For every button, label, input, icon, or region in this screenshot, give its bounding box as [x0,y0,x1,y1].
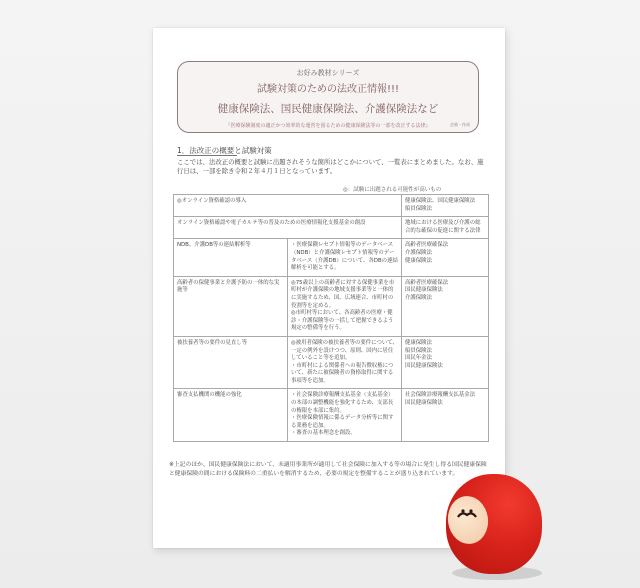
table-row [174,276,489,336]
table-row [174,336,489,389]
table-cell-laws: 社会保険診療報酬支払基金法 国民健康保険法 [402,389,489,442]
table-row [174,217,489,239]
table-cell-topic: NDB、介護DB等の連結解析等 [174,239,288,276]
daruma-doll [444,474,544,574]
table-cell-laws: 健康保険法、国民健康保険法 船員保険法 [402,195,489,217]
table-row [174,195,489,217]
table-cell-detail: ◎被用者保険の被扶養者等の要件について、一定の例外を設けつつ、原則、国内に居住していること等を追加。 ・市町村による関係者への報告徴収権について、新たに被保険者の資格取得に関する事項等を追加。 [288,336,402,389]
table-cell-topic: オンライン資格確認や電子カルテ等の普及のための医療情報化支援基金の創設 [174,217,402,239]
table-cell-topic: 審査支払機関の機能の強化 [174,389,288,442]
daruma-mustache-icon [456,508,478,522]
table-cell-topic: ◎オンライン資格確認の導入 [174,195,402,217]
table-cell-laws: 地域における医療及び介護の総合的な確保の促進に関する法律 [402,217,489,239]
table-cell-detail: ・社会保険診療報酬支払基金（支払基金）の本部の調整機能を強化するため、支部長の権限を本部に集約。 ・医療保険情報に係るデータ分析等に関する業務を追加。 ・審査の基本理念を創設。 [288,389,402,442]
revision-table [173,194,489,442]
table-cell-detail: ・医療保険レセプト情報等のデータベース（NDB）と介護保険レセプト情報等のデータベース（介護DB）について、各DBの連結解析を可能とする。 [288,239,402,276]
footnote: ※上記のほか、国民健康保険法において、未適用事業所が適用して社会保険に加入する等の場合に発生し得る国民健康保険と健康保険の間における保険料の二重払いを解消するため、必要の規定を整備することが盛り込まれています。 [169,462,487,477]
table-cell-detail: ◎75歳以上の高齢者に対する保健事業を市町村が介護保険の地域支援事業等と一体的に実施するため、国、広域連合、市町村の役割等を定める。 ◎市町村等において、各高齢者の医療・健診・介護保険等の一括して把握できるよう規定の整備等を行う。 [288,276,402,336]
title-box [177,61,479,133]
intro-paragraph: ここでは、法改正の概要と試験に出題されそうな箇所はどこかについて、一覧表にまとめました。なお、施行日は、一部を除き令和２年４月１日となっています。 [177,158,484,175]
table-cell-topic: 被扶養者等の要件の見直し等 [174,336,288,389]
series-label: お好み教材シリーズ [296,69,360,77]
title-line-2: 健康保険法、国民健康保険法、介護保険法など [217,103,439,115]
table-cell-laws: 高齢者医療確保法 介護保険法 健康保険法 [402,239,489,276]
title-line-1: 試験対策のための法改正情報!!! [256,84,400,95]
table-cell-topic: 高齢者の保健事業と介護予防の一体的な実施等 [174,276,288,336]
section-heading: 1．法改正の概要と試験対策 [177,146,272,155]
section-underline [177,155,237,156]
table-row [174,389,489,442]
table-row [174,239,489,276]
table-cell-laws: 健康保険法 船員保険法 国民年金法 国民健康保険法 [402,336,489,389]
publisher-label: 企画・作成 [450,122,470,127]
table-cell-laws: 高齢者医療確保法 国民健康保険法 介護保険法 [402,276,489,336]
subtitle: 『医療保険制度の適正かつ効率的な運営を図るための健康保険法等の一部を改正する法律』 [225,123,431,129]
printed-sheet [153,28,505,548]
legend-note: ◎：試験に出題される可能性が高いもの [343,187,442,193]
